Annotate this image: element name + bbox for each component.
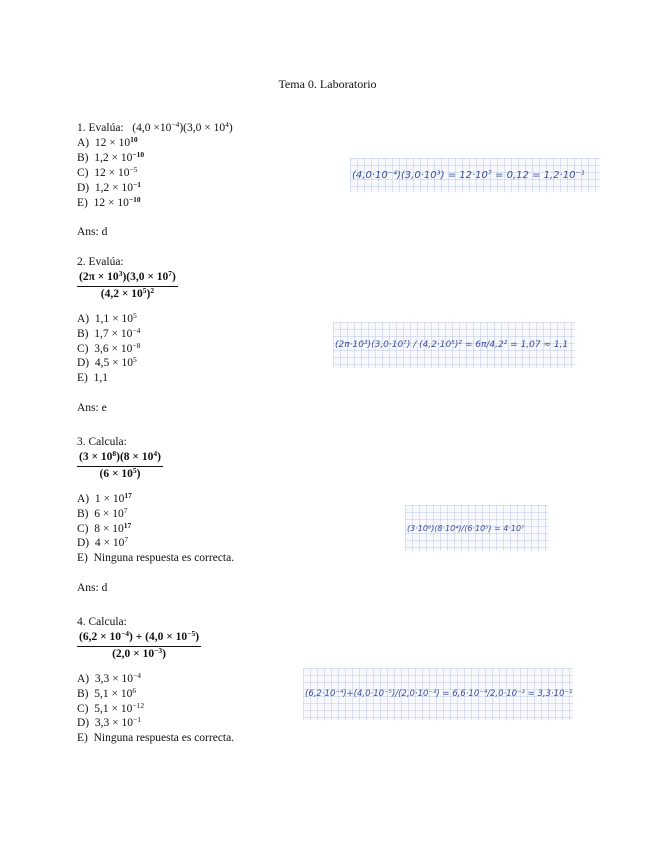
q2-prompt: 2. Evalúa: [77,256,124,268]
question-2 [77,255,178,416]
q4-handwritten-solution: (6,2·10⁻⁴)+(4,0·10⁻⁵)/(2,0·10⁻³) = 6,6·10⁻⁴/2,0·10⁻³ = 3,3·10⁻¹ [303,668,573,720]
q3-handwritten-solution: (3·10⁸)(8·10⁴)/(6·10⁵) = 4·10⁷ [405,505,548,551]
q4-option-b[interactable]: B) $5,1 \times 10^6$ [77,685,137,700]
question-3 [77,435,234,596]
q2-fraction: $\frac{(2\pi \times 10^3)(3,0 \times 10^7)}{(4,2 \times 10^5)^2}$ [79,268,176,300]
q2-option-b[interactable]: B) $1,7 \times 10^{-4}$ [77,325,141,340]
q4-option-d[interactable]: D) $3,3 \times 10^{-1}$ [77,715,141,730]
question-4 [77,615,234,746]
q1-handwritten-solution: (4,0·10⁻⁴)(3,0·10³) = 12·10⁷ = 0,12 = 1,2·10⁻¹ [350,158,600,192]
q4-option-c[interactable]: C) $5,1 \times 10^{-12}$ [77,700,145,715]
q3-option-a[interactable]: A) $1 \times 10^{17}$ [77,490,132,505]
q2-answer: Ans: e [77,402,107,415]
q1-option-d[interactable]: D) $1,2 \times 10^{-1}$ [77,179,142,194]
q1-prompt: 1. Evalúa: [77,122,124,134]
q2-option-a[interactable]: A) $1,1 \times 10^5$ [77,310,137,325]
q1-option-a[interactable]: A) $12 \times 10^{10}$ [77,134,138,149]
q2-option-c[interactable]: C) $3,6 \times 10^{-8}$ [77,340,141,355]
page-title: Tema 0. Laboratorio [278,77,377,91]
q1-answer: Ans: d [77,226,108,239]
q4-prompt: 4. Calcula: [77,616,127,628]
q3-answer: Ans: d [77,582,108,595]
q2-option-e[interactable]: E) 1,1 [77,372,108,385]
q1-option-c[interactable]: C) $12 \times 10^{-5}$ [77,164,138,179]
q3-option-d[interactable]: D) $4 \times 10^7$ [77,535,129,550]
q4-option-e[interactable]: E) Ninguna respuesta es correcta. [77,732,235,745]
q4-option-a[interactable]: A) $3,3 \times 10^{-4}$ [77,670,141,685]
q3-option-b[interactable]: B) $6 \times 10^7$ [77,505,128,520]
q1-expression: $(4,0 \times 10^{-4})(3,0 \times 10^4)$ [132,120,233,134]
q3-prompt: 3. Calcula: [77,436,127,448]
question-1 [77,121,233,240]
q1-option-e[interactable]: E) $12 \times 10^{-10}$ [77,194,141,209]
q3-option-c[interactable]: C) $8 \times 10^{17}$ [77,520,132,535]
q4-fraction: $\frac{(6,2 \times 10^{-4}) + (4,0 \times 10^{-5})}{(2,0 \times 10^{-3})}$ [79,628,200,660]
q2-handwritten-solution: (2π·10³)(3,0·10⁷) / (4,2·10⁵)² = 6π/4,2² = 1,07 ≈ 1,1 [333,322,575,368]
q2-option-d[interactable]: D) $4,5 \times 10^5$ [77,355,137,370]
q3-option-e[interactable]: E) Ninguna respuesta es correcta. [77,552,235,565]
q1-option-b[interactable]: B) $1,2 \times 10^{-10}$ [77,149,145,164]
q3-fraction: $\frac{(3 \times 10^8)(8 \times 10^4)}{(6 \times 10^5)}$ [79,448,161,480]
